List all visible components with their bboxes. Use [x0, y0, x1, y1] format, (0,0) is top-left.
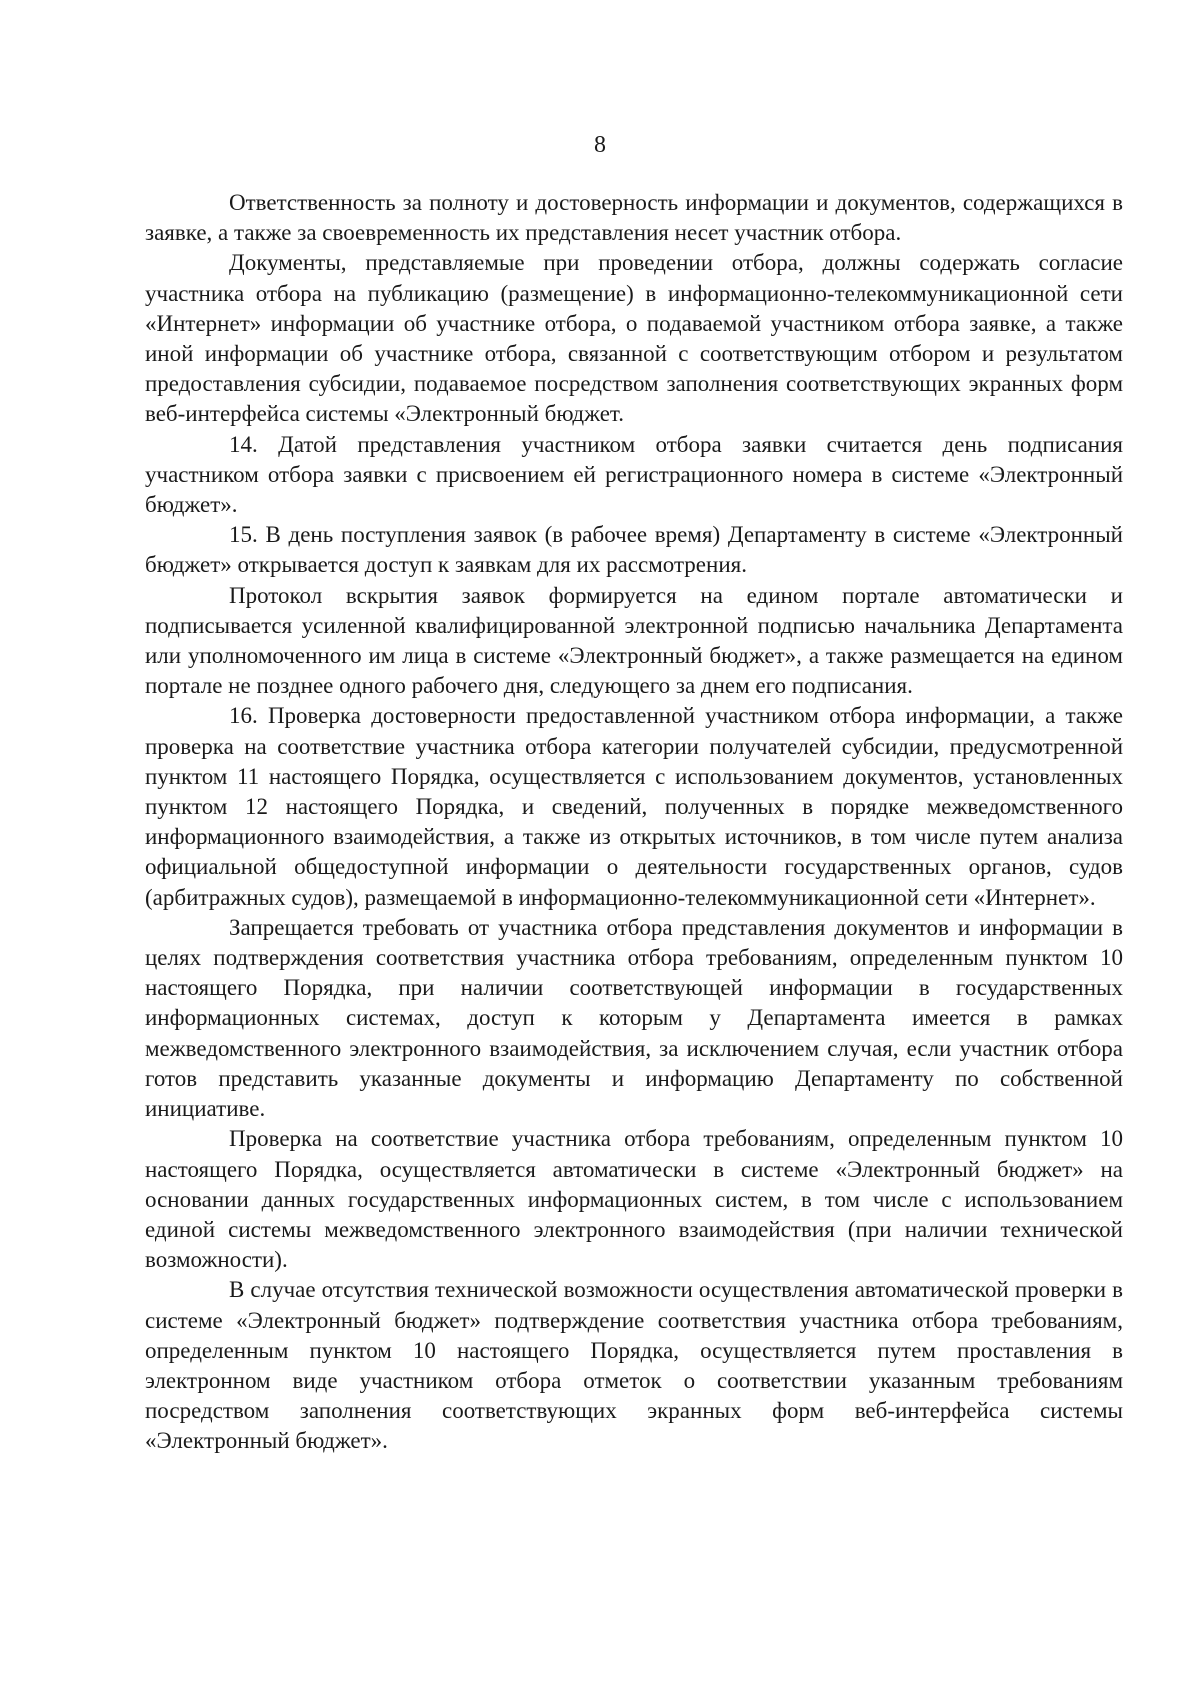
document-body	[145, 188, 1123, 1457]
paragraph-prohibition: Запрещается требовать от участника отбора представления документов и информации в целях подтверждения соответствия участника отбора требованиям, определенным пунктом 10 настоящего Порядка, при наличии соответствующей информации в государственных информационных системах, доступ к которым у Департамента имеется в рамках межведомственного электронного взаимодействия, за исключением случая, если участник отбора готов представить указанные документы и информацию Департаменту по собственной инициативе.	[145, 914, 1123, 1122]
paragraph-item-14: 14. Датой представления участником отбора заявки считается день подписания участником отбора заявки с присвоением ей регистрационного номера в системе «Электронный бюджет».	[145, 431, 1123, 518]
paragraph-automatic-check: Проверка на соответствие участника отбора требованиям, определенным пунктом 10 настоящего Порядка, осуществляется автоматически в системе «Электронный бюджет» на основании данных государственных информационных систем, в том числе с использованием единой системы межведомственного электронного взаимодействия (при наличии технической возможности).	[145, 1126, 1123, 1273]
page-number: 8	[594, 132, 606, 158]
paragraph-item-15: 15. В день поступления заявок (в рабочее время) Департаменту в системе «Электронный бюджет» открывается доступ к заявкам для их рассмотрения.	[145, 522, 1123, 578]
paragraph-opening-protocol: Протокол вскрытия заявок формируется на едином портале автоматически и подписывается усиленной квалифицированной электронной подписью начальника Департамента или уполномоченного им лица в системе «Электронный бюджет», а также размещается на едином портале не позднее одного рабочего дня, следующего за днем его подписания.	[145, 582, 1123, 699]
paragraph-responsibility: Ответственность за полноту и достоверность информации и документов, содержащихся в заявке, а также за своевременность их представления несет участник отбора.	[145, 190, 1123, 246]
paragraph-manual-confirmation: В случае отсутствия технической возможности осуществления автоматической проверки в системе «Электронный бюджет» подтверждение соответствия участника отбора требованиям, определенным пунктом 10 настоящего Порядка, осуществляется путем проставления в электронном виде участником отбора отметок о соответствии указанным требованиям посредством заполнения соответствующих экранных форм веб-интерфейса системы «Электронный бюджет».	[145, 1277, 1123, 1454]
paragraph-consent-publication: Документы, представляемые при проведении отбора, должны содержать согласие участника отбора на публикацию (размещение) в информационно-телекоммуникационной сети «Интернет» информации об участнике отбора, о подаваемой участником отбора заявке, а также иной информации об участнике отбора, связанной с соответствующим отбором и результатом предоставления субсидии, подаваемое посредством заполнения соответствующих экранных форм веб-интерфейса системы «Электронный бюджет.	[145, 250, 1123, 427]
paragraph-item-16: 16. Проверка достоверности предоставленной участником отбора информации, а также проверка на соответствие участника отбора категории получателей субсидии, предусмотренной пунктом 11 настоящего Порядка, осуществляется с использованием документов, установленных пунктом 12 настоящего Порядка, и сведений, полученных в порядке межведомственного информационного взаимодействия, а также из открытых источников, в том числе путем анализа официальной общедоступной информации о деятельности государственных органов, судов (арбитражных судов), размещаемой в информационно-телекоммуникационной сети «Интернет».	[145, 703, 1123, 910]
